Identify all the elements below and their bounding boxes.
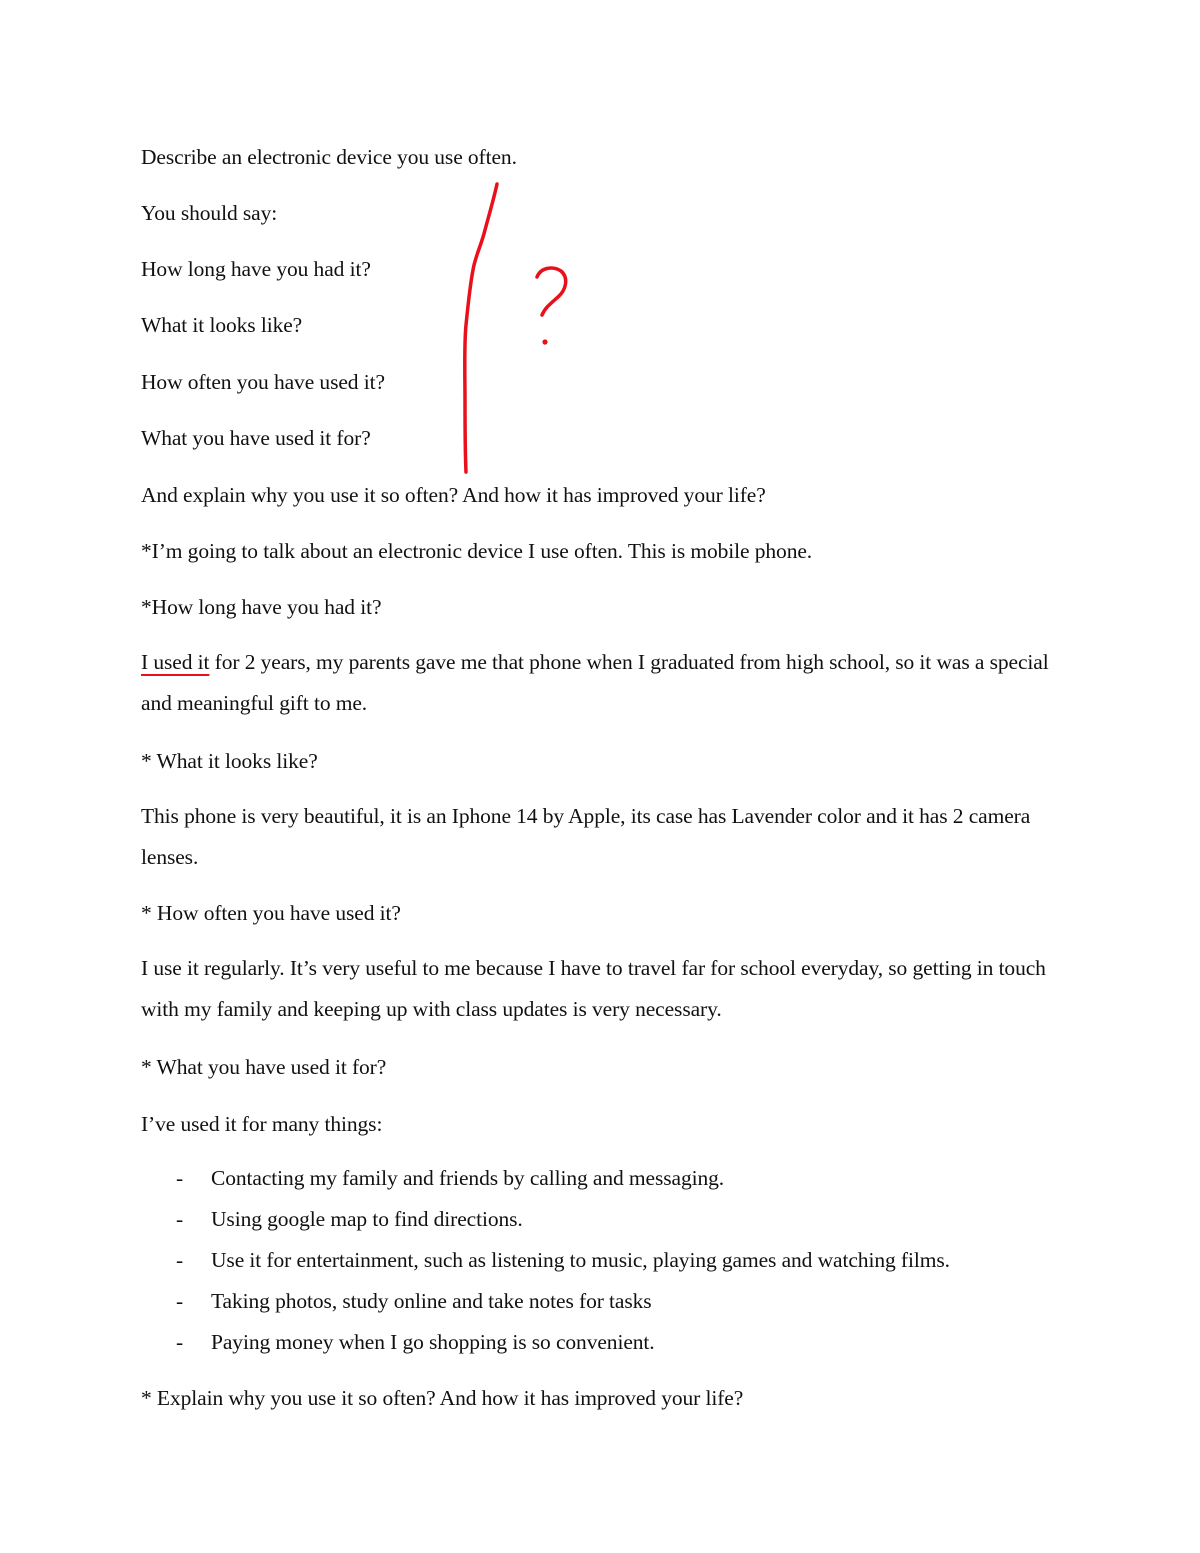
answer-paragraph-1-text: for 2 years, my parents gave me that phone when I graduated from high school, so it was a special and meaningful gift to me. (141, 650, 1049, 715)
answer-heading-4: * What you have used it for? (141, 1055, 387, 1079)
list-item (141, 1204, 1141, 1245)
answer-paragraph-4: I’ve used it for many things: (141, 1112, 383, 1136)
prompt-intro: You should say: (141, 201, 278, 225)
list-item-text: Taking photos, study online and take notes for tasks (211, 1289, 652, 1313)
list-item (141, 1286, 1141, 1327)
list-marker: - (176, 1207, 184, 1231)
list-marker: - (176, 1330, 184, 1354)
answer-intro: *I’m going to talk about an electronic device I use often. This is mobile phone. (141, 539, 813, 563)
list-item-text: Using google map to find directions. (211, 1207, 523, 1231)
list-item-text: Paying money when I go shopping is so convenient. (211, 1330, 655, 1354)
uses-list (141, 1163, 1141, 1368)
prompt-question-4: What you have used it for? (141, 426, 371, 450)
list-marker: - (176, 1166, 184, 1190)
answer-paragraph-2: This phone is very beautiful, it is an Iphone 14 by Apple, its case has Lavender color and it has 2 camera lenses. (141, 804, 1031, 869)
prompt-question-1: How long have you had it? (141, 257, 371, 281)
prompt-title: Describe an electronic device you use often. (141, 145, 517, 169)
list-marker: - (176, 1289, 184, 1313)
answer-heading-5: * Explain why you use it so often? And how it has improved your life? (141, 1386, 744, 1410)
ink-question-mark-dot (542, 339, 547, 344)
list-item (141, 1245, 1141, 1286)
list-marker: - (176, 1248, 184, 1272)
ink-vertical-stroke (465, 184, 497, 472)
prompt-question-3: How often you have used it? (141, 370, 385, 394)
prompt-question-2: What it looks like? (141, 313, 303, 337)
answer-heading-1: *How long have you had it? (141, 595, 382, 619)
list-item-text: Contacting my family and friends by calling and messaging. (211, 1166, 725, 1190)
answer-heading-3: * How often you have used it? (141, 901, 401, 925)
list-item-text: Use it for entertainment, such as listening to music, playing games and watching films. (211, 1248, 950, 1272)
answer-paragraph-1 (141, 642, 1071, 724)
list-item (141, 1163, 1141, 1204)
prompt-question-5: And explain why you use it so often? And how it has improved your life? (141, 483, 766, 507)
list-item (141, 1327, 1141, 1368)
underlined-phrase: I used it (141, 650, 210, 674)
ink-question-mark-curve (537, 268, 566, 315)
answer-heading-2: * What it looks like? (141, 749, 318, 773)
answer-paragraph-3: I use it regularly. It’s very useful to me because I have to travel far for school everyday, so getting in touch with my family and keeping up with class updates is very necessary. (141, 956, 1046, 1021)
